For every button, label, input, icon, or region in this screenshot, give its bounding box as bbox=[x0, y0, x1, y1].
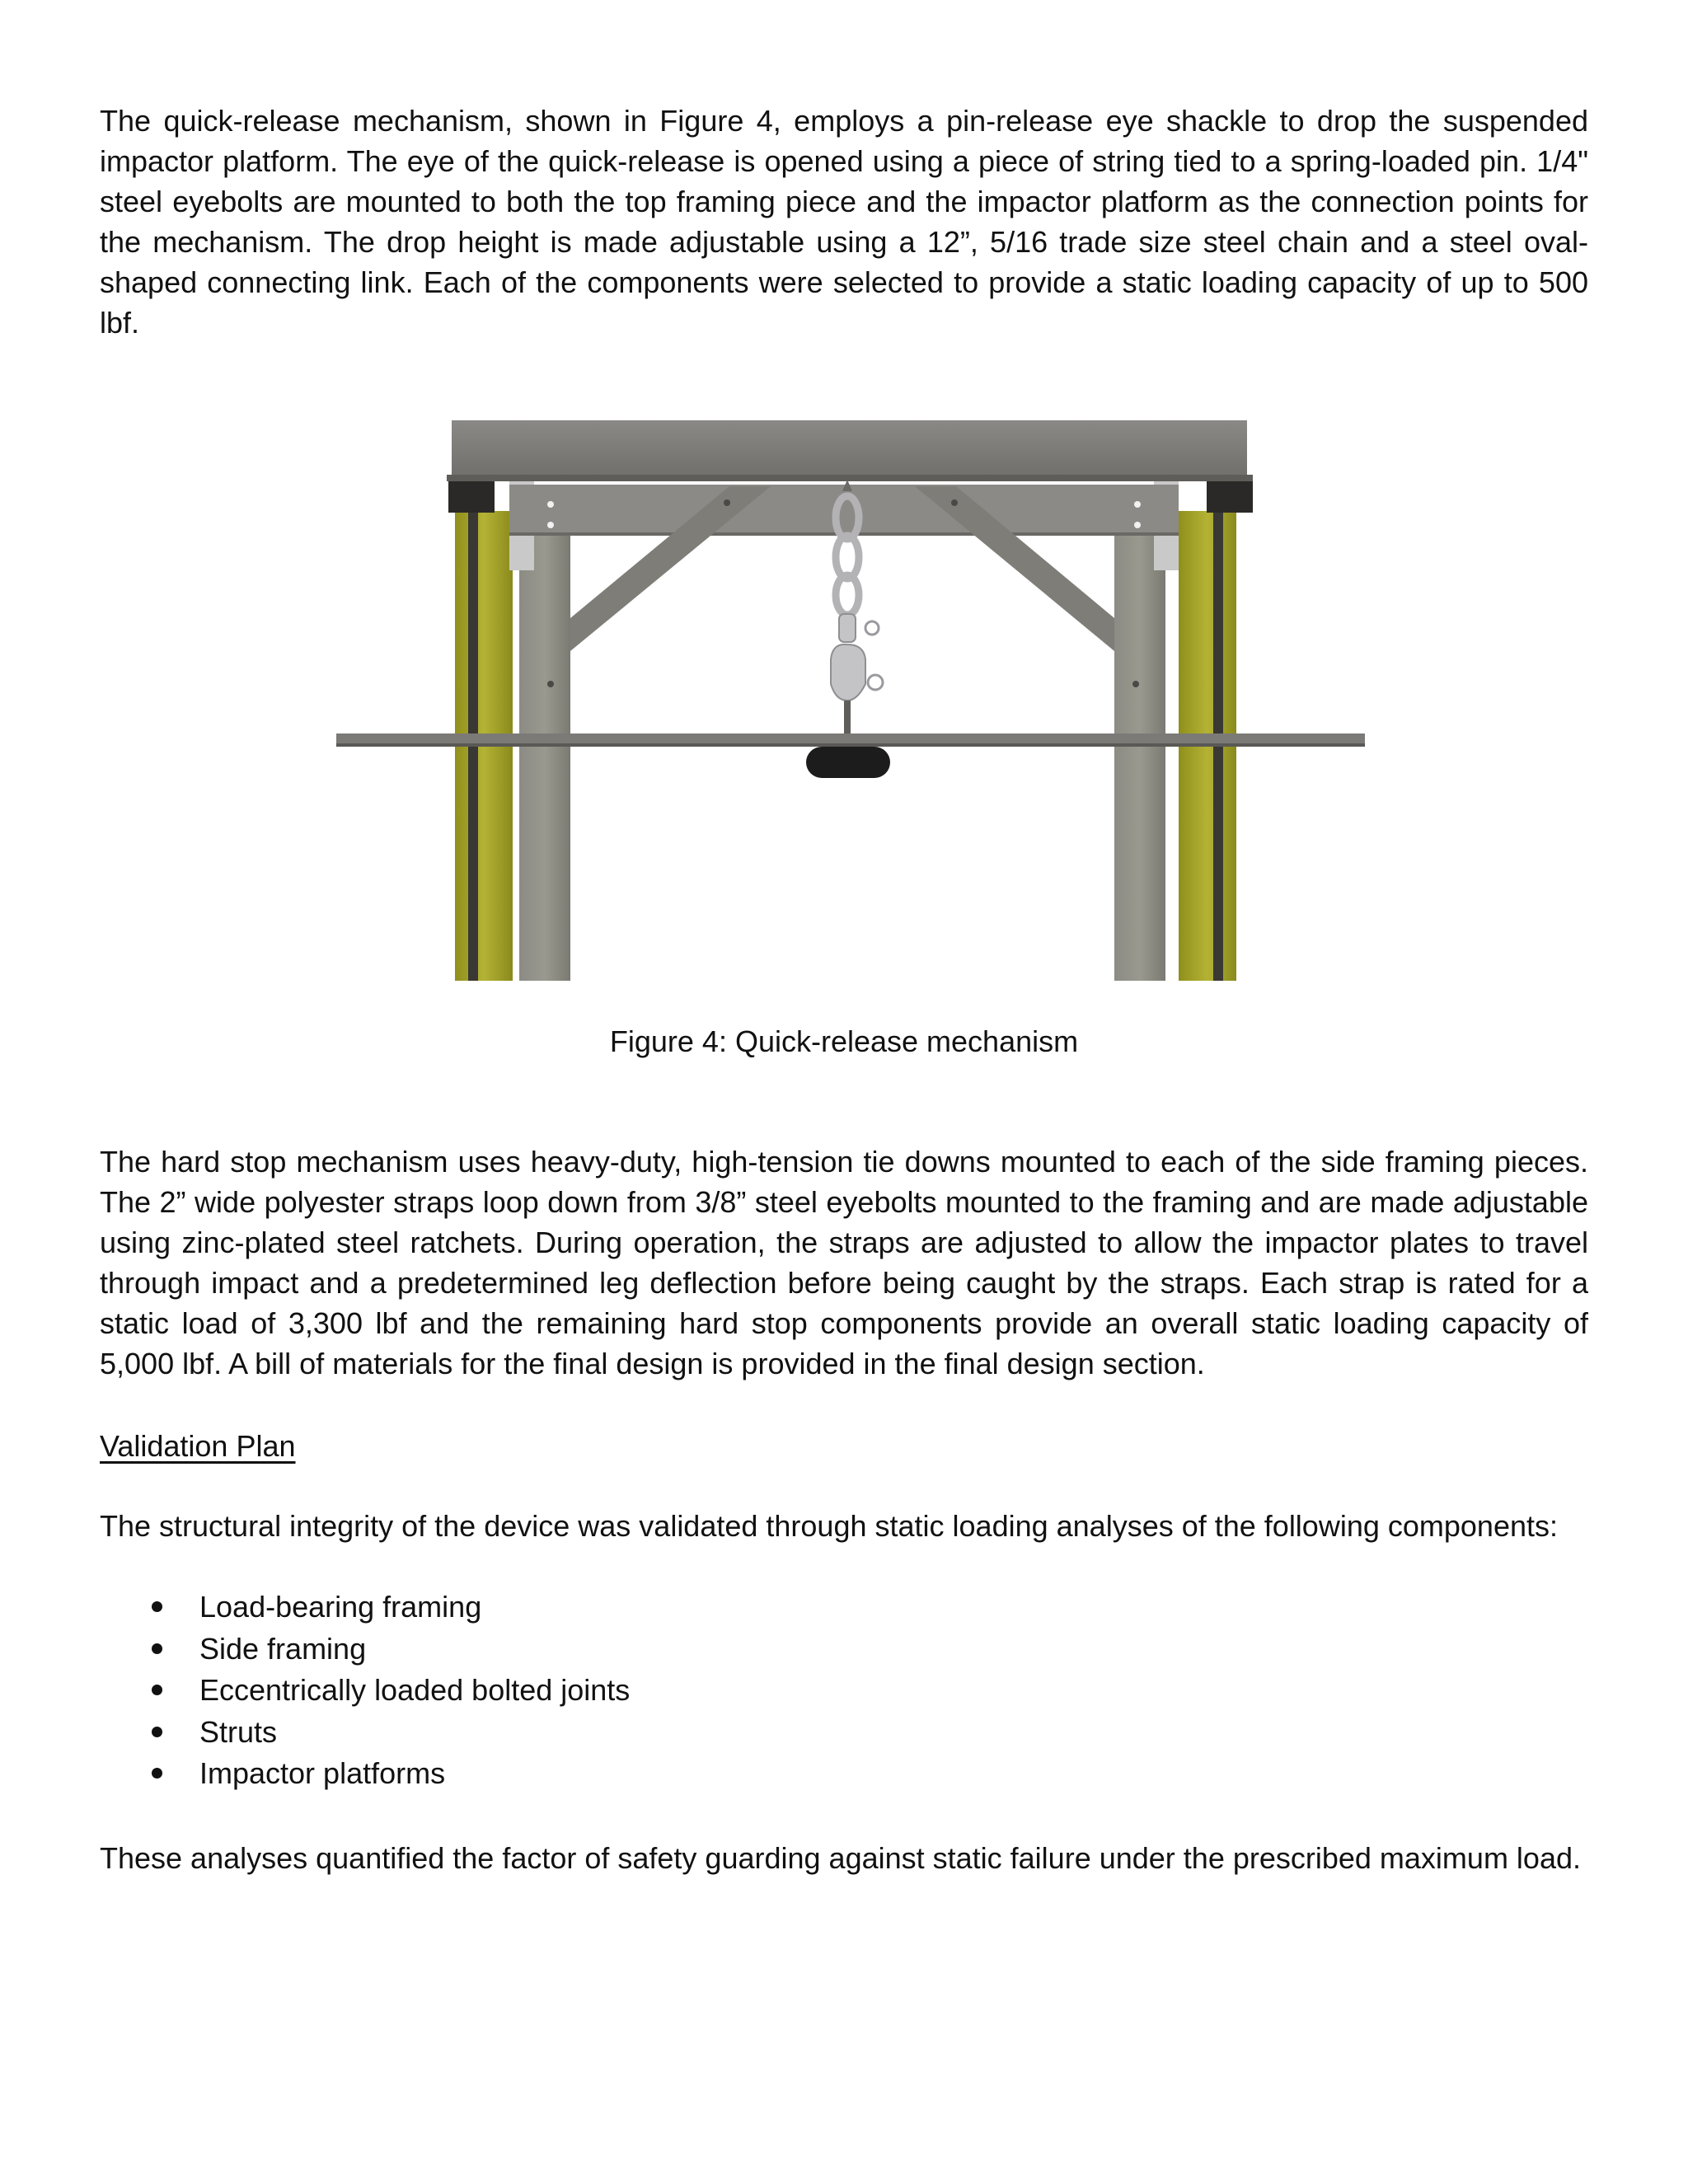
figure-quick-release-mechanism bbox=[330, 412, 1368, 989]
paragraph-quick-release: The quick-release mechanism, shown in Figure 4, employs a pin-release eye shackle to drop the suspended impactor platform. The eye of the quick-release is opened using a piece of string tied to a spring-loaded pin. 1/4" steel eyebolts are mounted to both the top framing piece and the impactor platform as the connection points for the mechanism. The drop height is made adjustable using a 12”, 5/16 trade size steel chain and a steel oval-shaped connecting link. Each of the components were selected to provide a static loading capacity of up to 500 lbf. bbox=[100, 104, 1588, 340]
list-item: Struts bbox=[0, 1712, 1688, 1754]
list-item: Eccentrically loaded bolted joints bbox=[0, 1670, 1688, 1712]
left-top-cap bbox=[448, 481, 495, 513]
quick-release-mechanism-illustration bbox=[330, 412, 1368, 989]
top-framing-bar bbox=[452, 420, 1247, 480]
bullet-icon bbox=[152, 1601, 162, 1612]
bullet-icon bbox=[152, 1685, 162, 1695]
paragraph-conclusion: These analyses quantified the factor of safety guarding against static failure under the prescribed maximum load. bbox=[100, 1841, 1581, 1875]
bullet-icon bbox=[152, 1768, 162, 1779]
paragraph-hard-stop: The hard stop mechanism uses heavy-duty, high-tension tie downs mounted to each of the side framing pieces. The 2” wide polyester straps loop down from 3/8” steel eyebolts mounted to the framing and are made adjustable using zinc-plated steel ratchets. During operation, the straps are adjusted to allow the impactor plates to travel through impact and a predetermined leg deflection before being caught by the straps. Each strap is rated for a static load of 3,300 lbf and the remaining hard stop components provide an overall static loading capacity of 5,000 lbf. A bill of materials for the final design is provided in the final design section. bbox=[100, 1145, 1588, 1380]
list-item: Impactor platforms bbox=[0, 1753, 1688, 1795]
right-top-cap bbox=[1207, 481, 1253, 513]
figure-caption: Figure 4: Quick-release mechanism bbox=[609, 1024, 1079, 1058]
paragraph-validation-intro: The structural integrity of the device was validated through static loading analyses of the following components: bbox=[100, 1509, 1558, 1543]
quick-release-shackle bbox=[831, 614, 883, 701]
impact-bumper bbox=[806, 747, 890, 778]
section-heading-validation-plan: Validation Plan bbox=[100, 1429, 296, 1463]
list-item: Side framing bbox=[0, 1629, 1688, 1671]
components-list bbox=[0, 1586, 1688, 1795]
cross-beam bbox=[509, 485, 1179, 536]
list-item: Load-bearing framing bbox=[0, 1586, 1688, 1629]
bullet-icon bbox=[152, 1727, 162, 1737]
bullet-icon bbox=[152, 1643, 162, 1654]
